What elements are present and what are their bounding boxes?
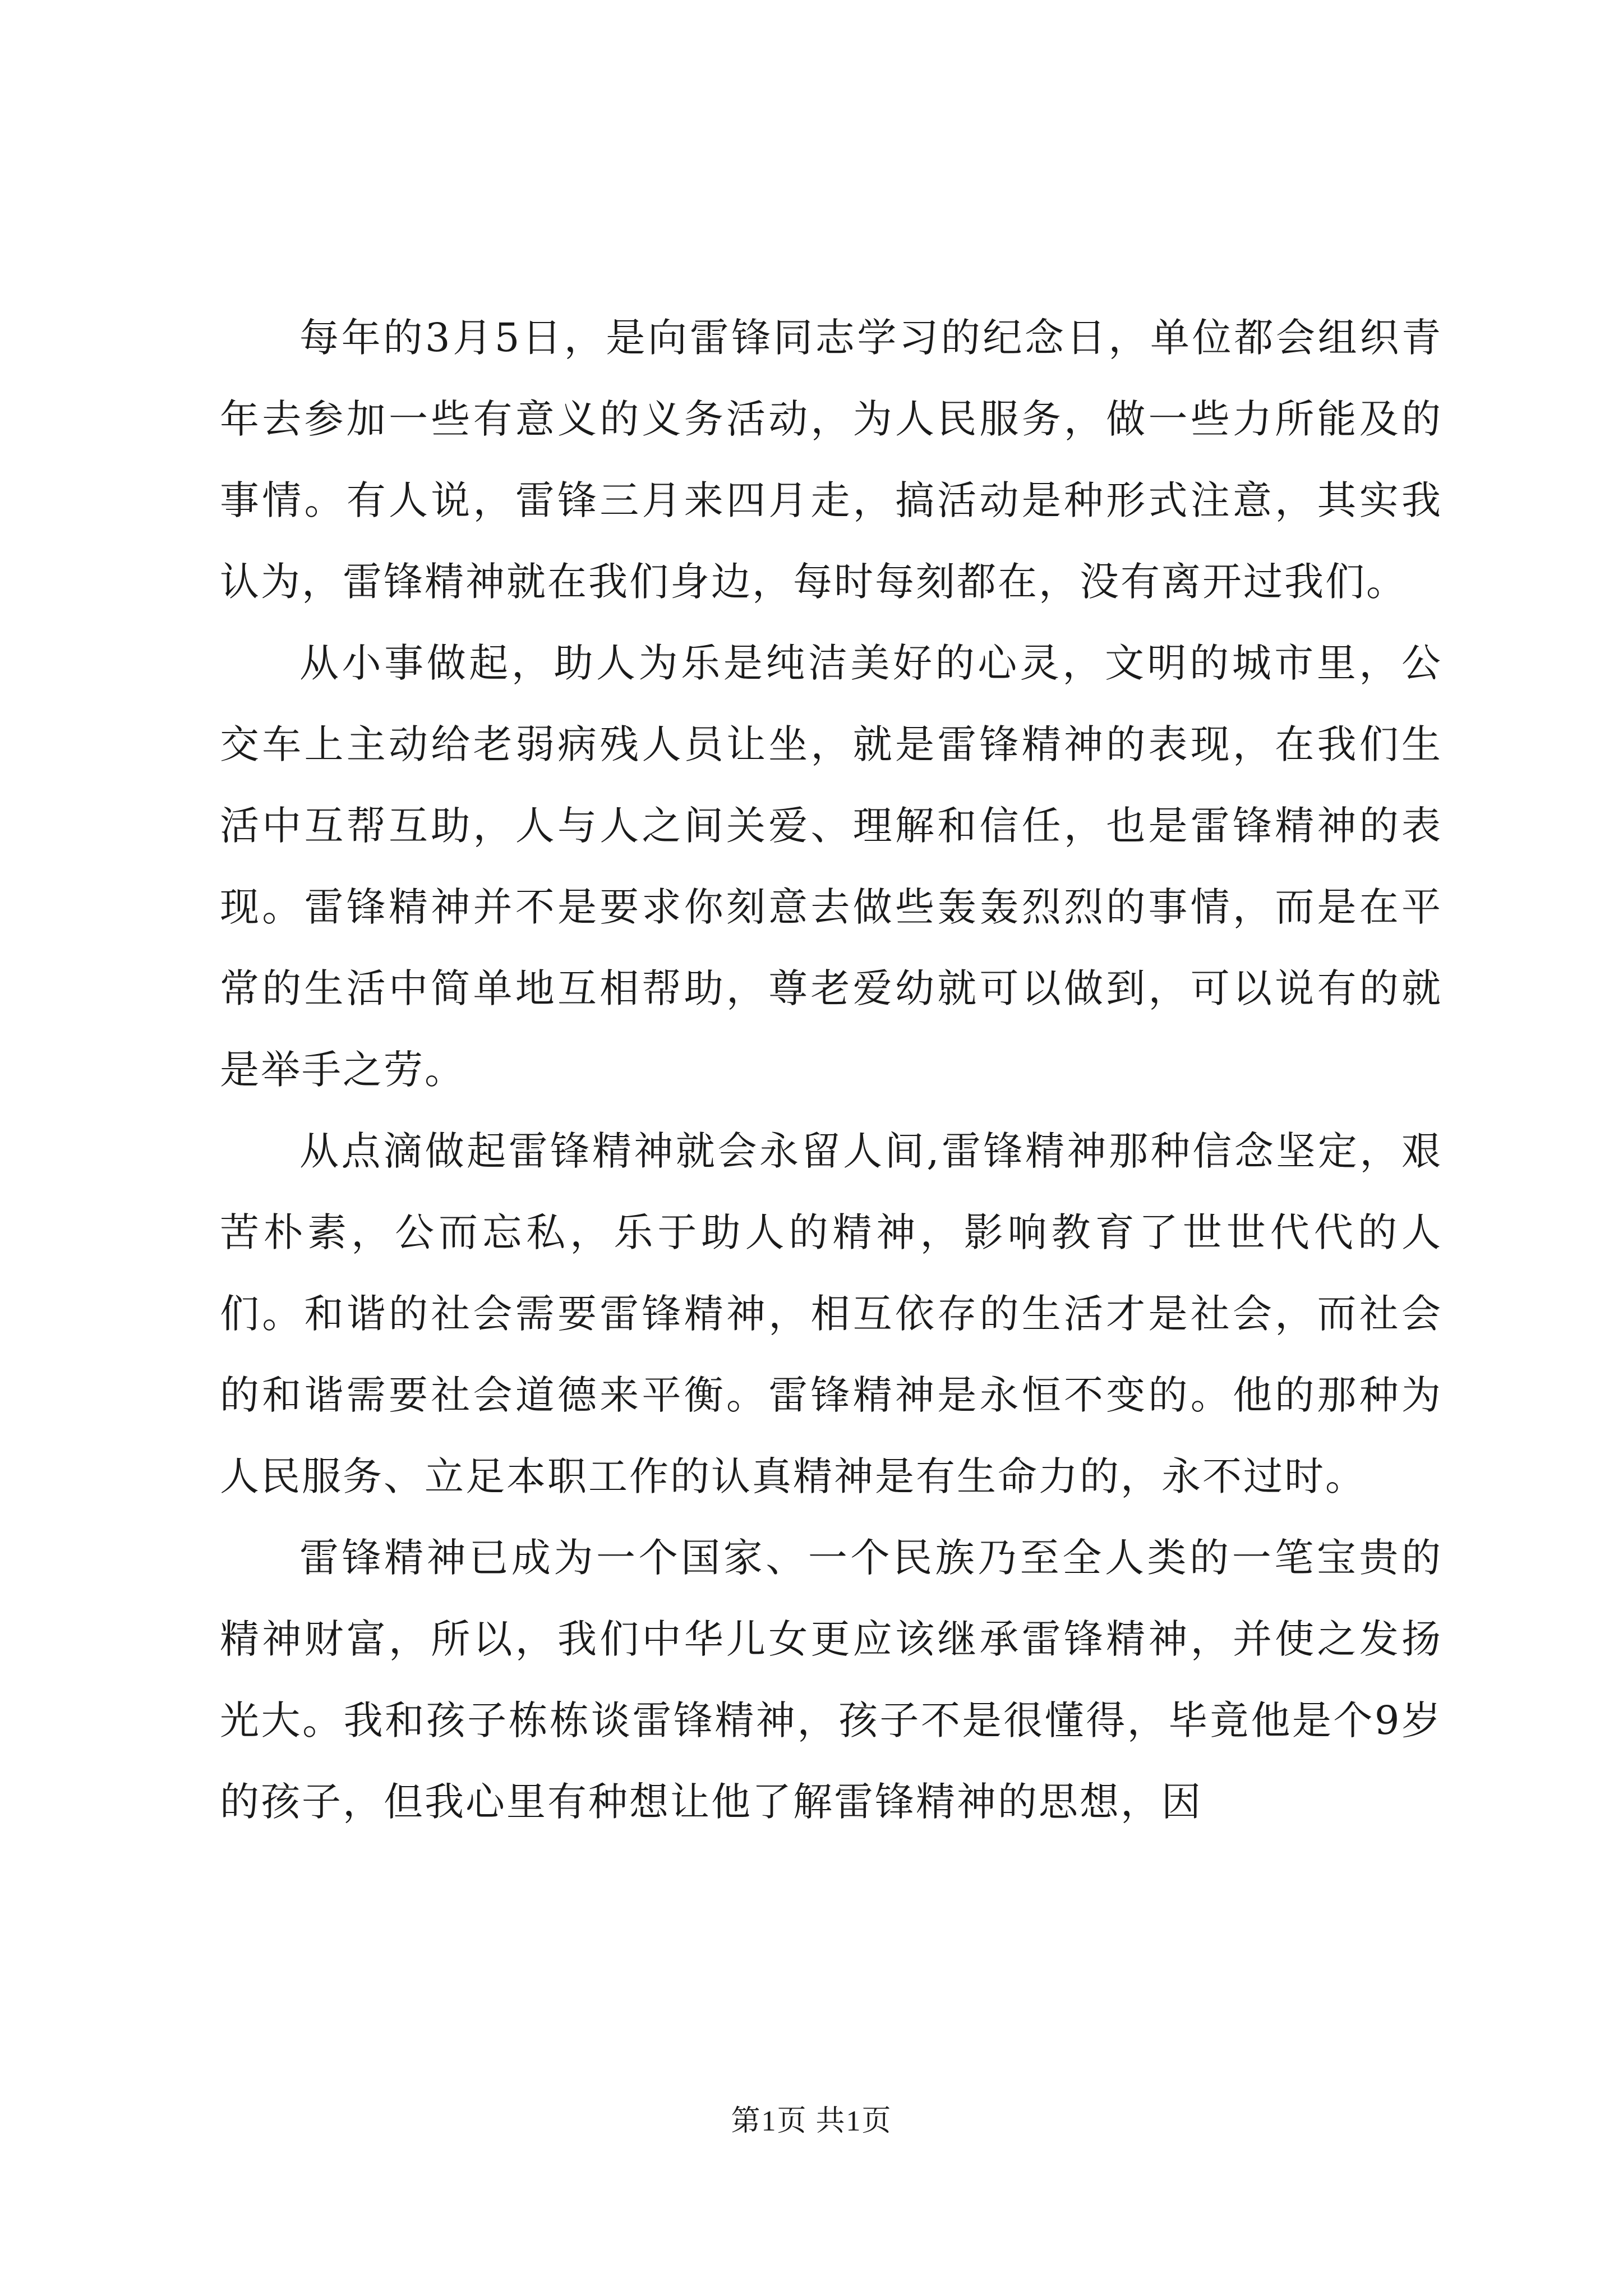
- document-body: [220, 297, 1442, 1843]
- paragraph-3: 从点滴做起雷锋精神就会永留人间,雷锋精神那种信念坚定，艰苦朴素，公而忘私，乐于助人的精神，影响教育了世世代代的人们。和谐的社会需要雷锋精神，相互依存的生活才是社会，而社会的和谐需要社会道德来平衡。雷锋精神是永恒不变的。他的那种为人民服务、立足本职工作的认真精神是有生命力的，永不过时。: [220, 1128, 1442, 1499]
- paragraph-4: 雷锋精神已成为一个国家、一个民族乃至全人类的一笔宝贵的精神财富，所以，我们中华儿女更应该继承雷锋精神，并使之发扬光大。我和孩子栋栋谈雷锋精神，孩子不是很懂得，毕竟他是个9岁的孩子，但我心里有种想让他了解雷锋精神的思想，因: [220, 1535, 1442, 1825]
- page-number-footer: 第1页 共1页: [731, 2105, 892, 2137]
- paragraph-2: 从小事做起，助人为乐是纯洁美好的心灵，文明的城市里，公交车上主动给老弱病残人员让坐，就是雷锋精神的表现，在我们生活中互帮互助，人与人之间关爱、理解和信任，也是雷锋精神的表现。雷锋精神并不是要求你刻意去做些轰轰烈烈的事情，而是在平常的生活中简单地互相帮助，尊老爱幼就可以做到，可以说有的就是举手之劳。: [220, 640, 1442, 1093]
- paragraph-1: 每年的3月5日，是向雷锋同志学习的纪念日，单位都会组织青年去参加一些有意义的义务活动，为人民服务，做一些力所能及的事情。有人说，雷锋三月来四月走，搞活动是种形式注意，其实我认为，雷锋精神就在我们身边，每时每刻都在，没有离开过我们。: [220, 315, 1442, 605]
